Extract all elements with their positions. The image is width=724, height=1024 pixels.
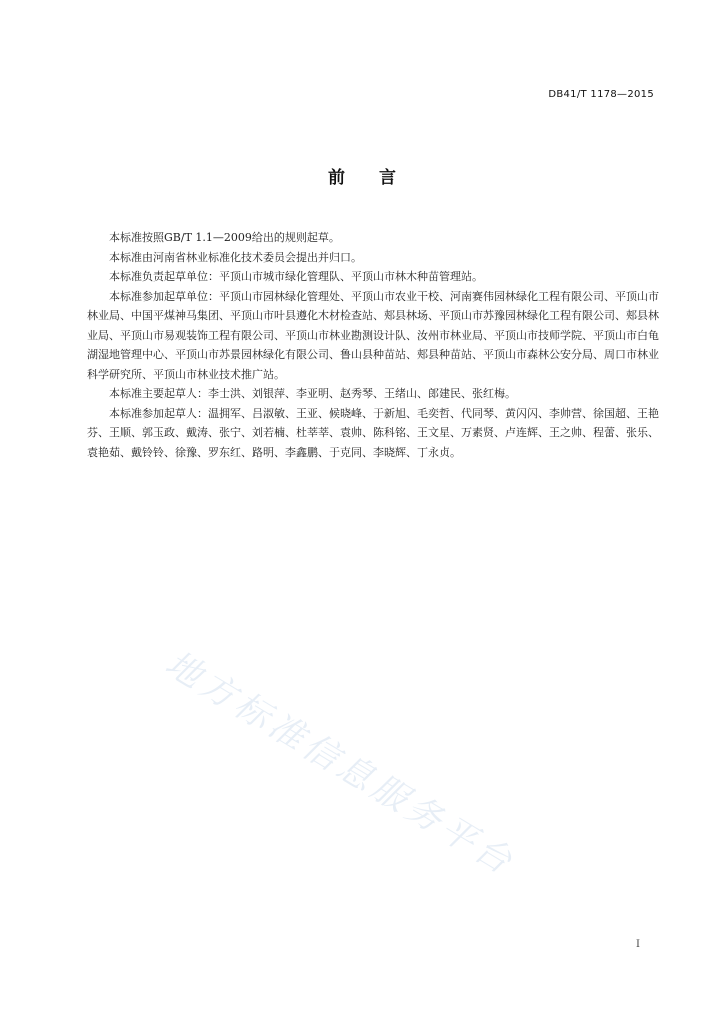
paragraph-main-drafters: 本标准主要起草人：李士洪、刘银萍、李亚明、赵秀琴、王绪山、郎建民、张红梅。 xyxy=(109,387,516,400)
paragraph-drafting-rules: 本标准按照GB/T 1.1—2009给出的规则起草。 xyxy=(109,231,340,244)
foreword-title-char-2: 言 xyxy=(379,168,396,188)
standard-code: DB41/T 1178—2015 xyxy=(548,89,654,100)
foreword-body xyxy=(87,228,659,462)
paragraph-participating-drafters: 本标准参加起草人：温拥军、吕淑敏、王亚、候晓峰、于新旭、毛奕哲、代同琴、黄闪闪、李帅营、徐国超、王艳芬、王顺、郭玉政、戴涛、张宁、刘若楠、杜莘莘、袁帅、陈科铭、王文星、万素贤、卢连辉、王之帅、程蕾、张乐、袁艳茹、戴铃铃、徐豫、罗东红、路明、李鑫鹏、于克同、李晓辉、丁永贞。 xyxy=(87,406,659,459)
paragraph-responsible-units: 本标准负责起草单位：平顶山市城市绿化管理队、平顶山市林木种苗管理站。 xyxy=(109,270,483,283)
page-number: I xyxy=(636,939,640,950)
paragraph-proposer: 本标准由河南省林业标准化技术委员会提出并归口。 xyxy=(109,250,362,264)
paragraph-participating-units: 本标准参加起草单位：平顶山市园林绿化管理处、平顶山市农业干校、河南赛伟园林绿化工程有限公司、平顶山市林业局、中国平煤神马集团、平顶山市叶县遵化木材检查站、郏县林场、平顶山市苏豫园林绿化工程有限公司、郏县林业局、平顶山市易观装饰工程有限公司、平顶山市林业勘测设计队、汝州市林业局、平顶山市技师学院、平顶山市白龟湖湿地管理中心、平顶山市苏景园林绿化有限公司、鲁山县种苗站、郏县种苗站、平顶山市森林公安分局、周口市林业科学研究所、平顶山市林业技术推广站。 xyxy=(87,289,659,381)
foreword-title-char-1: 前 xyxy=(328,168,345,188)
foreword-title xyxy=(0,163,724,188)
watermark: 地方标准信息服务平台 xyxy=(158,643,522,885)
